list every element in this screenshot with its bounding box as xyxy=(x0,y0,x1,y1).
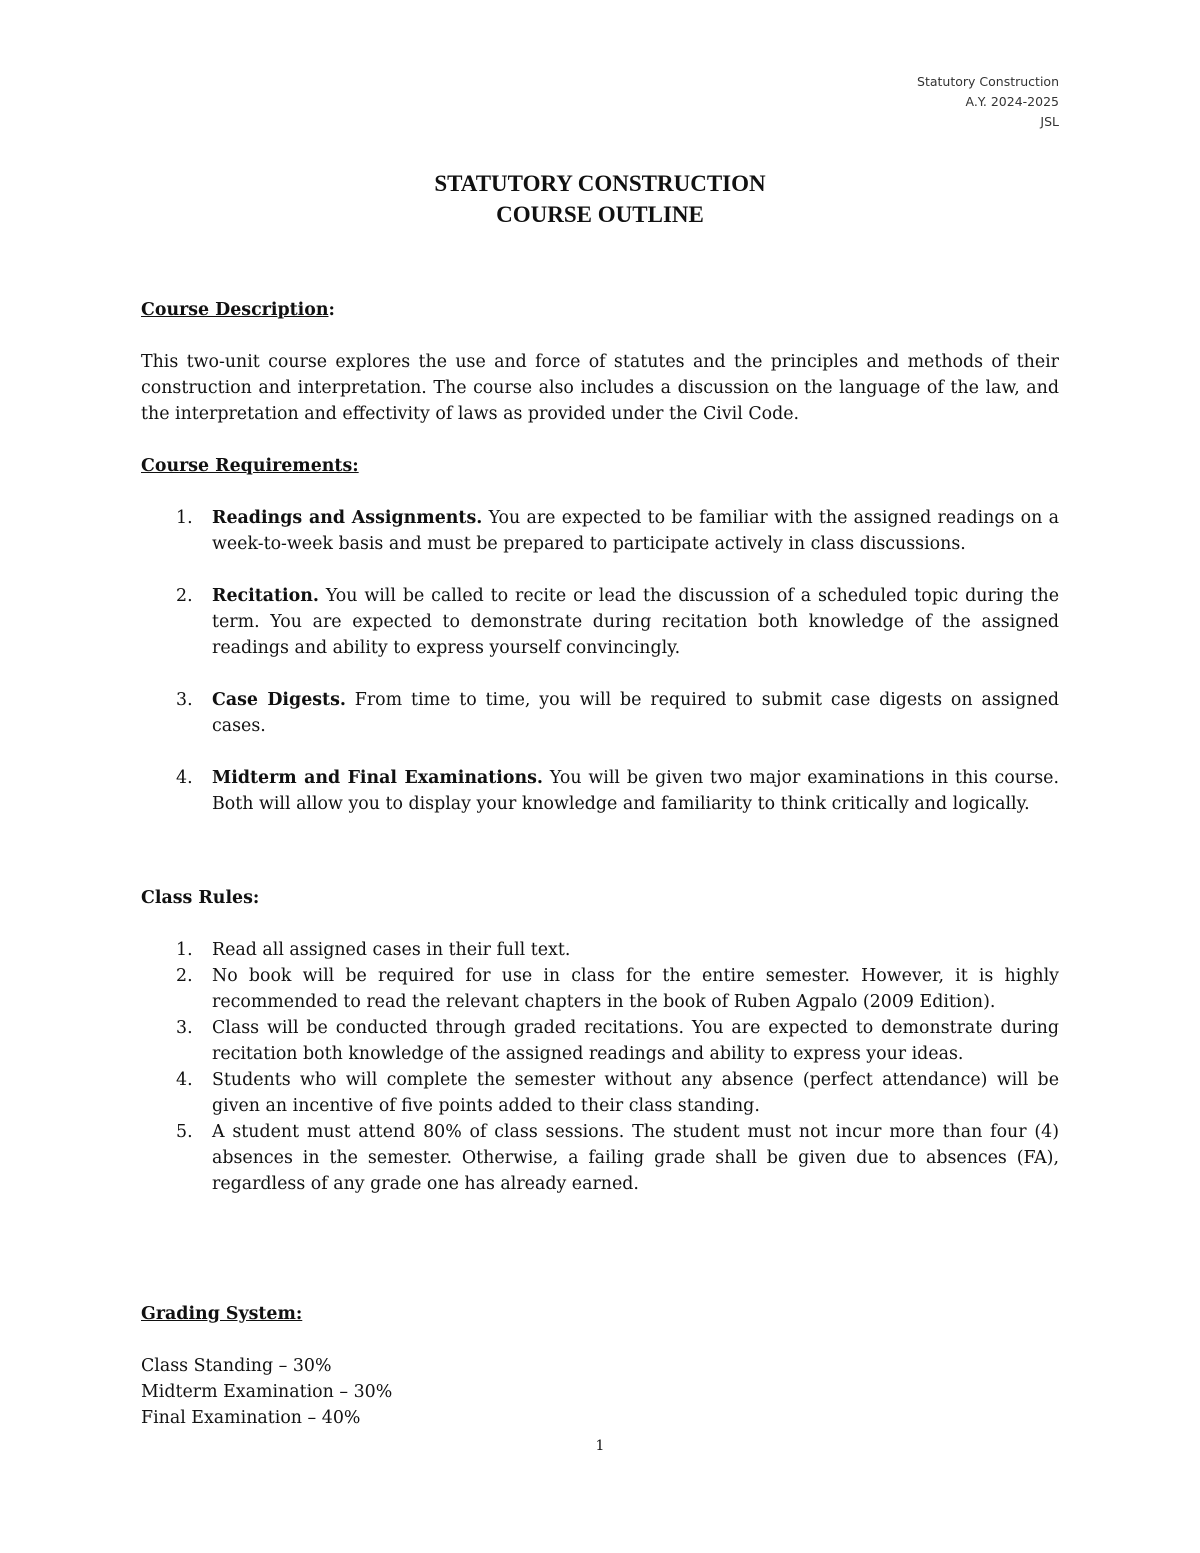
course-requirements-list xyxy=(141,505,1059,843)
grading-item-final: Final Examination – 40% xyxy=(141,1408,361,1428)
course-description-heading xyxy=(141,297,335,323)
course-requirements-heading: Course Requirements: xyxy=(141,456,359,476)
list-item-text: You will be given two major examinations in this course. Both will allow you to display your knowledge and familiarity to think critically and logically. xyxy=(212,768,1059,814)
document-title xyxy=(0,168,1200,230)
grading-system-heading: Grading System: xyxy=(141,1304,303,1324)
grading-item-class-standing: Class Standing – 30% xyxy=(141,1356,332,1376)
list-item-number: 4. xyxy=(176,1070,193,1090)
list-item xyxy=(141,1015,1059,1067)
list-item-number: 3. xyxy=(176,690,193,710)
list-item-number: 3. xyxy=(176,1018,193,1038)
list-item xyxy=(141,937,1059,963)
title-line-2: COURSE OUTLINE xyxy=(496,202,704,227)
list-item-text: Students who will complete the semester without any absence (perfect attendance) will be given an incentive of five points added to their class standing. xyxy=(212,1070,1059,1116)
list-item xyxy=(141,583,1059,661)
title-line-1: STATUTORY CONSTRUCTION xyxy=(434,171,766,196)
list-item-text: From time to time, you will be required to submit case digests on assigned cases. xyxy=(212,690,1059,736)
list-item-number: 2. xyxy=(176,586,193,606)
list-item xyxy=(141,1119,1059,1197)
list-item xyxy=(141,687,1059,739)
list-item-text: Read all assigned cases in their full text. xyxy=(212,940,571,960)
class-rules-list xyxy=(141,937,1059,1197)
course-description-heading-text: Course Description xyxy=(141,300,329,320)
list-item-number: 2. xyxy=(176,966,193,986)
course-description-heading-colon: : xyxy=(328,300,335,320)
list-item xyxy=(141,1067,1059,1119)
list-item-text: No book will be required for use in class for the entire semester. However, it is highly recommended to read the relevant chapters in the book of Ruben Agpalo (2009 Edition). xyxy=(212,966,1059,1012)
list-item-number: 5. xyxy=(176,1122,193,1142)
list-item-title: Readings and Assignments. xyxy=(212,508,483,528)
list-item-title: Midterm and Final Examinations. xyxy=(212,768,543,788)
header-initials: JSL xyxy=(1040,114,1059,129)
list-item-text: You are expected to be familiar with the assigned readings on a week-to-week basis and must be prepared to participate actively in class discussions. xyxy=(212,508,1059,554)
header-academic-year: A.Y. 2024-2025 xyxy=(965,94,1059,109)
page-number: 1 xyxy=(595,1438,605,1454)
grading-item-midterm: Midterm Examination – 30% xyxy=(141,1382,393,1402)
grading-system-list xyxy=(141,1353,392,1431)
list-item xyxy=(141,505,1059,557)
running-header xyxy=(917,72,1059,132)
list-item-text: You will be called to recite or lead the discussion of a scheduled topic during the term. You are expected to demonstrate during recitation both knowledge of the assigned readings and ability to express yourself convincingly. xyxy=(212,586,1059,658)
list-item-number: 1. xyxy=(176,940,193,960)
course-description-text: This two-unit course explores the use and force of statutes and the principles and methods of their construction and interpretation. The course also includes a discussion on the language of the law, and the interpretation and effectivity of laws as provided under the Civil Code. xyxy=(141,352,1059,424)
list-item-text: Class will be conducted through graded recitations. You are expected to demonstrate during recitation both knowledge of the assigned readings and ability to express your ideas. xyxy=(212,1018,1059,1064)
list-item-number: 1. xyxy=(176,508,193,528)
list-item-number: 4. xyxy=(176,768,193,788)
list-item xyxy=(141,765,1059,817)
list-item xyxy=(141,963,1059,1015)
list-item-text: A student must attend 80% of class sessions. The student must not incur more than four (4) absences in the semester. Otherwise, a failing grade shall be given due to absences (FA), regardless of any grade one has already earned. xyxy=(212,1122,1059,1194)
class-rules-heading: Class Rules: xyxy=(141,888,260,908)
header-course-name: Statutory Construction xyxy=(917,74,1059,89)
list-item-title: Case Digests. xyxy=(212,690,346,710)
list-item-title: Recitation. xyxy=(212,586,319,606)
